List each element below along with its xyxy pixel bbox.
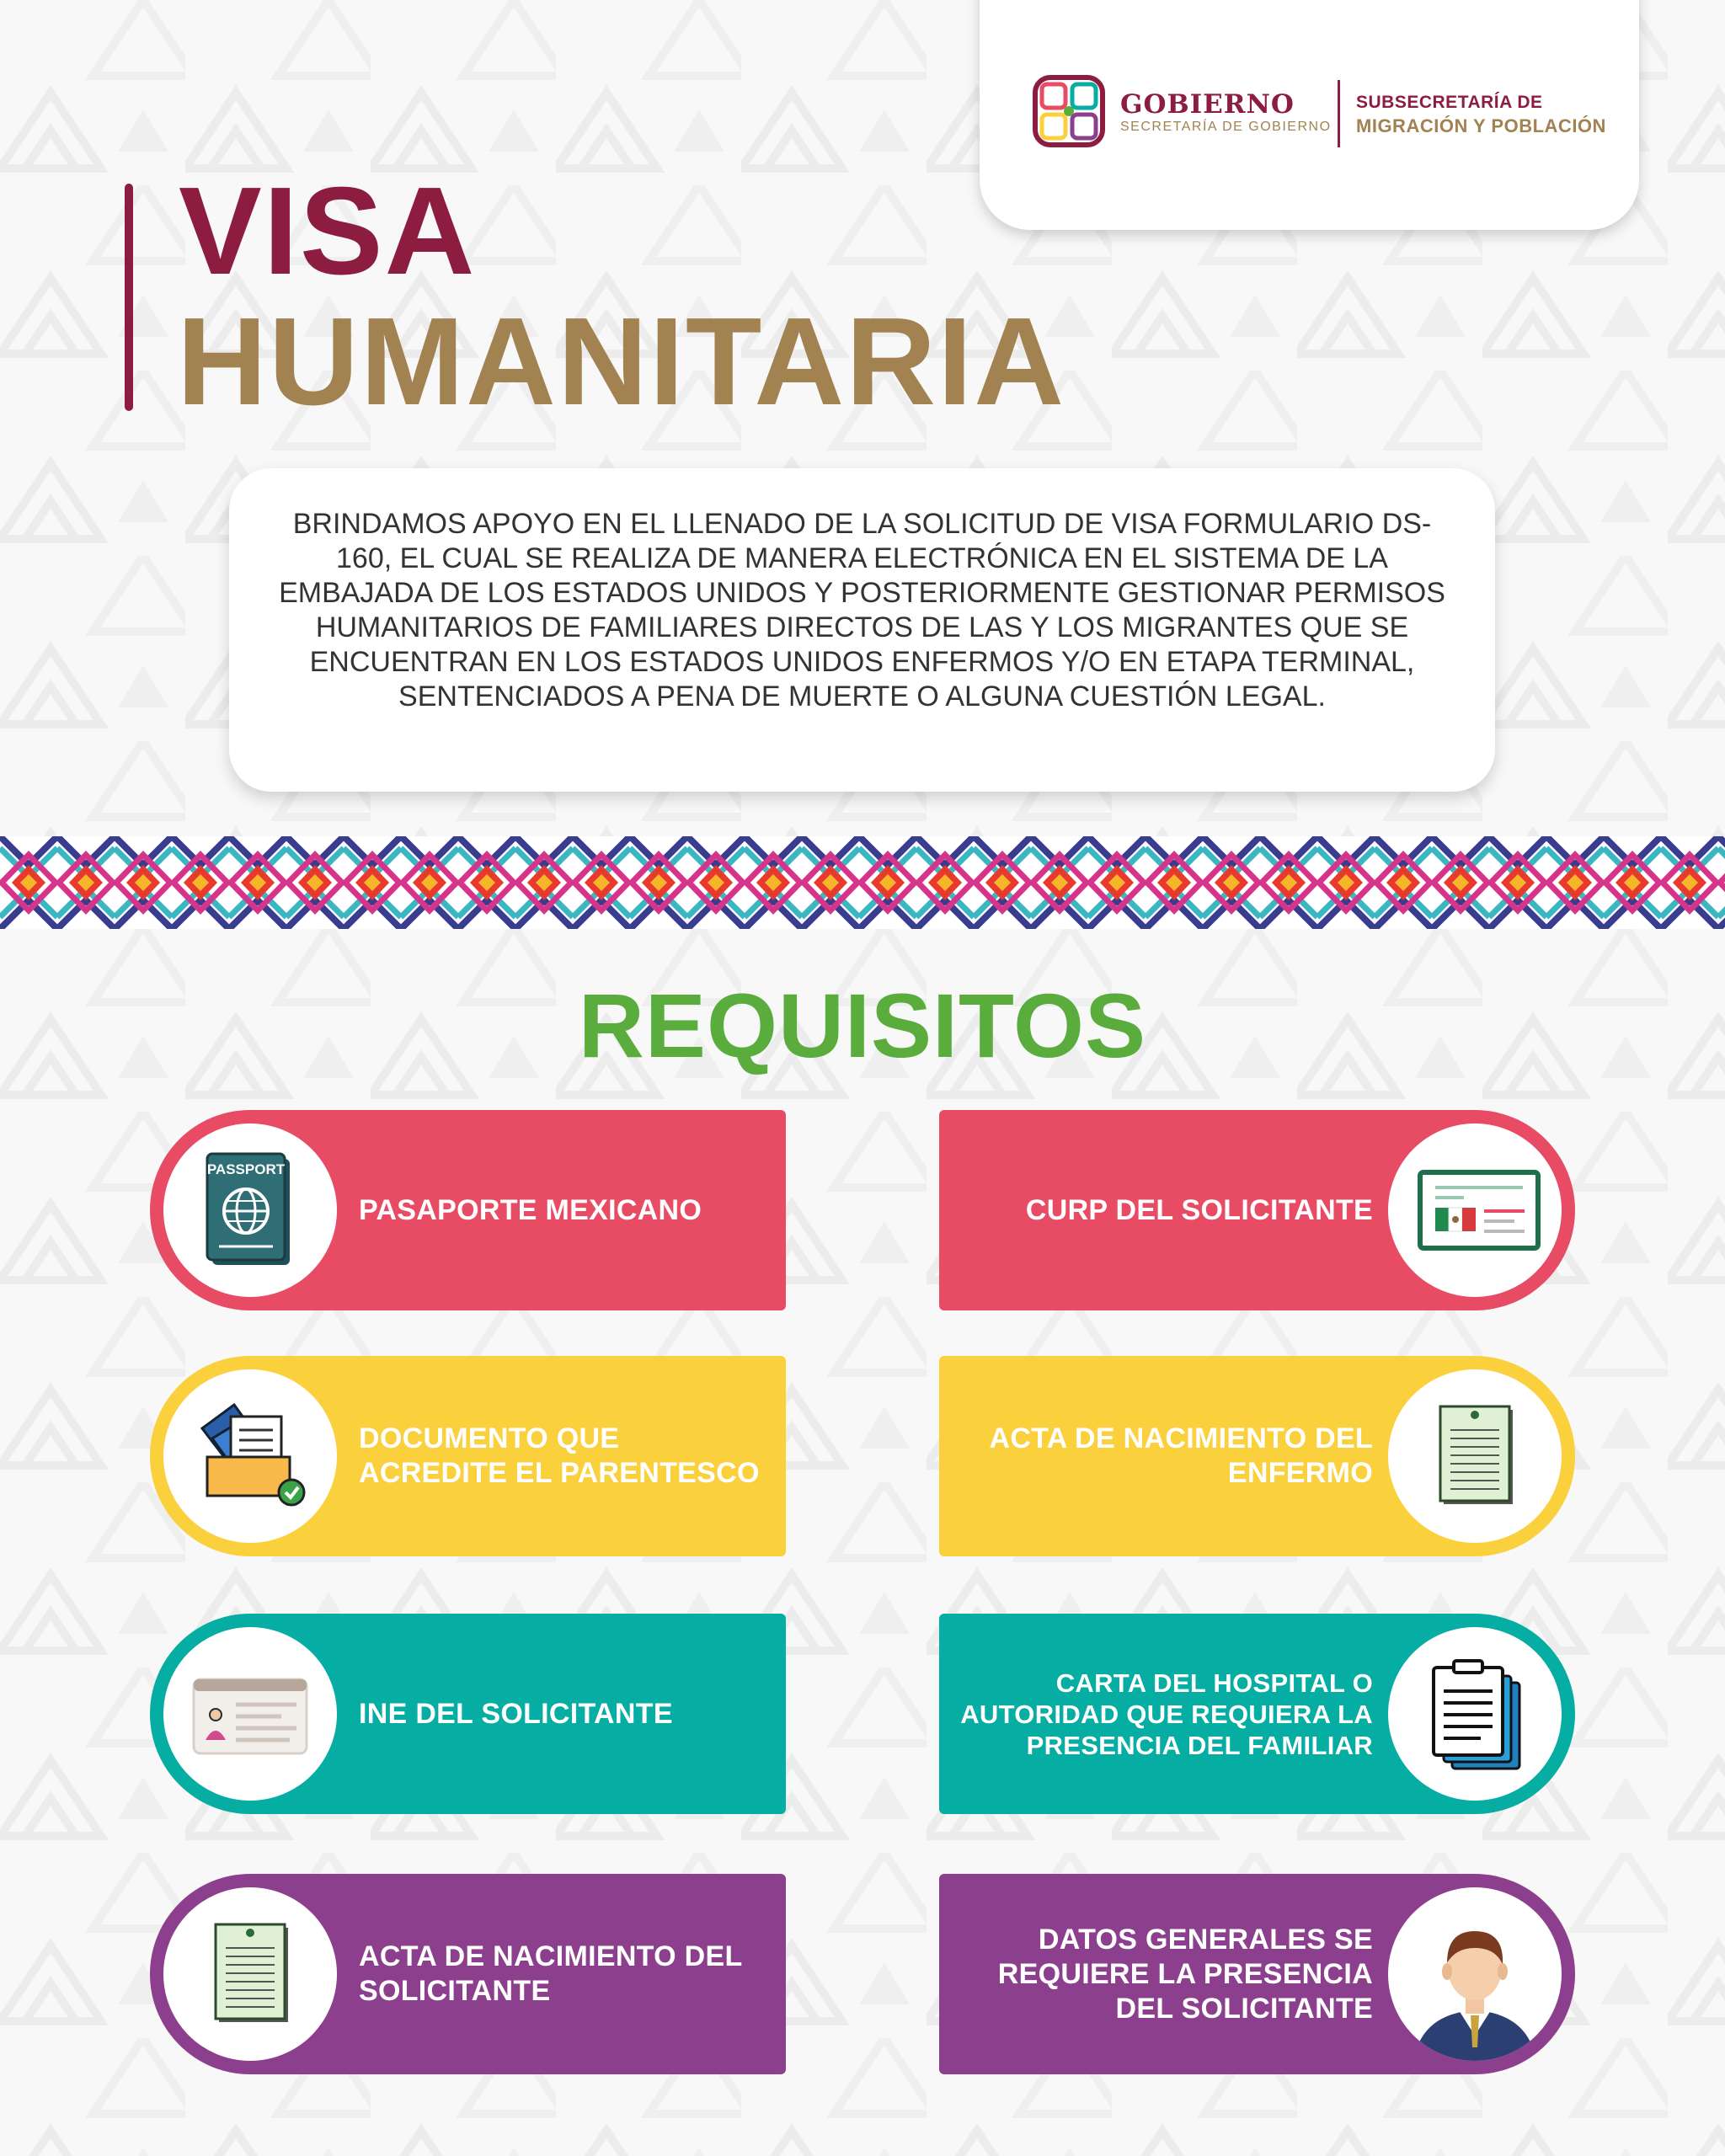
subsecretaria-line1: SUBSECRETARÍA DE <box>1356 93 1543 112</box>
requirement-card-hospital-letter <box>939 1614 1575 1814</box>
clipboard-documents-icon <box>1388 1627 1562 1801</box>
requirement-card-patient-birth-certificate <box>939 1356 1575 1556</box>
requirement-label: PASAPORTE MEXICANO <box>359 1193 702 1226</box>
logo-subtitle: SECRETARÍA DE GOBIERNO <box>1120 120 1332 134</box>
folder-document-icon <box>163 1369 337 1543</box>
requirement-label: INE DEL SOLICITANTE <box>359 1697 673 1730</box>
description-text: BRINDAMOS APOYO EN EL LLENADO DE LA SOLICITUD DE VISA FORMULARIO DS- 160, EL CUAL SE REALIZA DE MANERA ELECTRÓNICA EN EL SISTEMA DE LA EMBAJADA DE LOS ESTADOS UNIDOS Y POSTERIORMENTE GESTIONAR PERMISOS HUMANITARIOS DE FAMILIARES DIRECTOS DE LAS Y LOS MIGRANTES QUE SE ENCUENTRAN EN LOS ESTADOS UNIDOS ENFERMOS Y/O EN ETAPA TERMINAL, SENTENCIADOS A PENA DE MUERTE O ALGUNA CUESTIÓN LEGAL. <box>279 508 1445 712</box>
requirement-label: ACTA DE NACIMIENTO DEL SOLICITANTE <box>359 1940 742 2007</box>
icon-circle <box>1388 1887 1562 2061</box>
icon-circle <box>1388 1627 1562 1801</box>
icon-circle <box>163 1123 337 1297</box>
requirement-label: DATOS GENERALES SE REQUIERE LA PRESENCIA DEL SOLICITANTE <box>997 1923 1373 2025</box>
requirement-label: CARTA DEL HOSPITAL O AUTORIDAD QUE REQUIERA LA PRESENCIA DEL FAMILIAR <box>960 1668 1373 1760</box>
icon-circle <box>163 1369 337 1543</box>
ine-card-icon <box>163 1627 337 1801</box>
requirement-card-kinship-document <box>150 1356 786 1556</box>
gobierno-logo-icon <box>1032 74 1106 148</box>
title-accent-bar <box>125 184 133 411</box>
requirement-card-ine <box>150 1614 786 1814</box>
requirement-card-general-data <box>939 1874 1575 2074</box>
decorative-band <box>0 836 1725 929</box>
icon-circle <box>1388 1369 1562 1543</box>
page-title-line2: HUMANITARIA <box>177 292 1066 431</box>
svg-text:PASSPORT: PASSPORT <box>206 1161 286 1177</box>
logo-divider <box>1338 80 1340 147</box>
requirement-label: CURP DEL SOLICITANTE <box>1025 1193 1373 1226</box>
icon-circle <box>163 1887 337 2061</box>
certificate-icon <box>163 1887 337 2061</box>
logo-title: GOBIERNO <box>1120 89 1295 120</box>
requirement-label: ACTA DE NACIMIENTO DEL ENFERMO <box>989 1422 1373 1489</box>
page-title-line1: VISA <box>179 162 477 301</box>
requirement-card-applicant-birth-certificate <box>150 1874 786 2074</box>
passport-icon <box>163 1123 337 1297</box>
requirement-card-curp <box>939 1110 1575 1310</box>
requirement-card-passport <box>150 1110 786 1310</box>
person-icon <box>1388 1887 1562 2061</box>
id-card-flag-icon <box>1388 1123 1562 1297</box>
icon-circle <box>1388 1123 1562 1297</box>
certificate-icon <box>1388 1369 1562 1543</box>
icon-circle <box>163 1627 337 1801</box>
requirement-label: DOCUMENTO QUE ACREDITE EL PARENTESCO <box>359 1422 760 1489</box>
subsecretaria-line2: MIGRACIÓN Y POBLACIÓN <box>1356 115 1606 136</box>
requirements-title: REQUISITOS <box>578 974 1147 1076</box>
